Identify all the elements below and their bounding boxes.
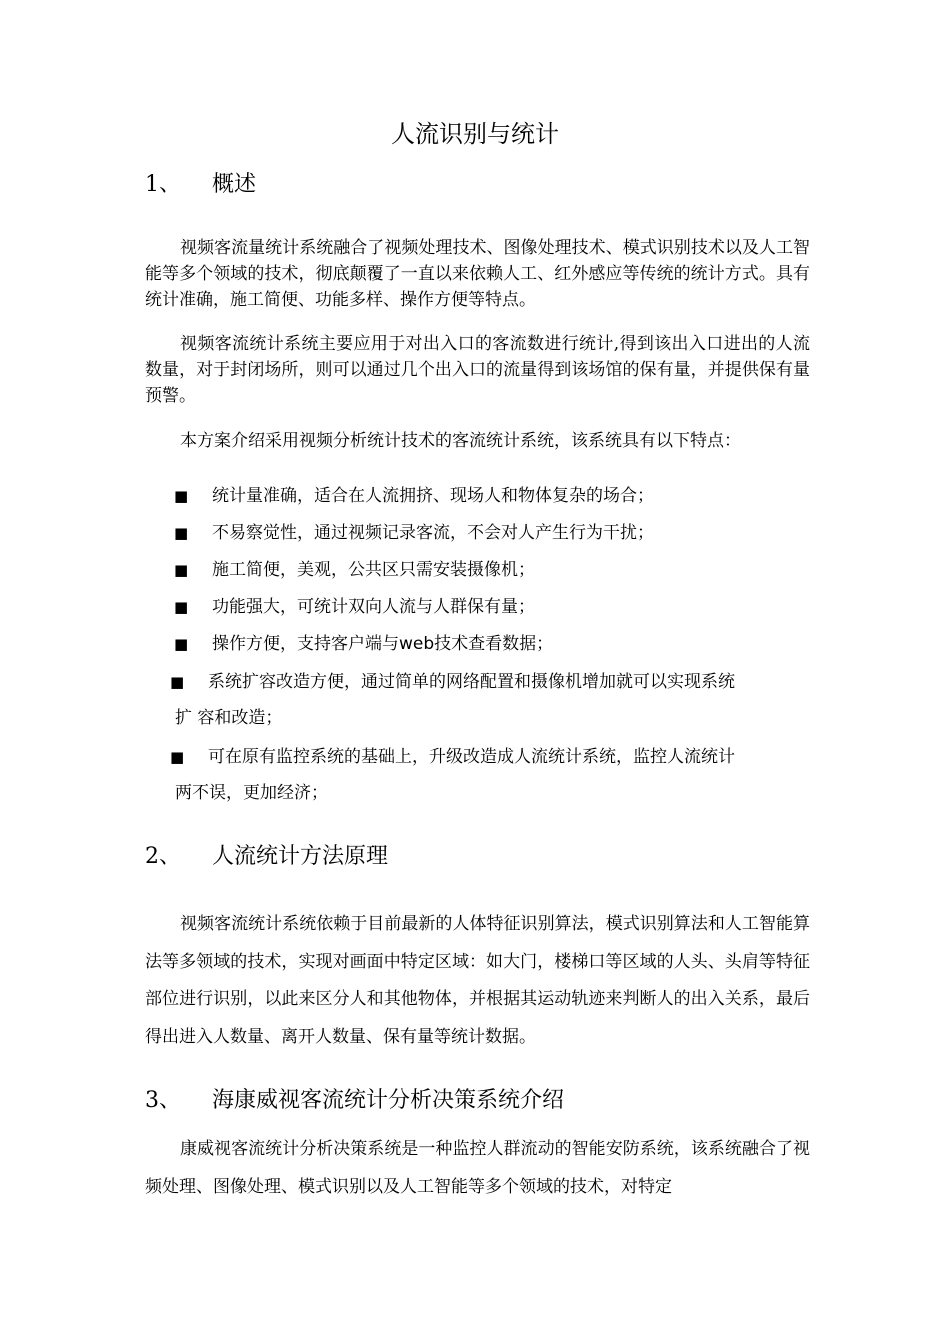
hikvision-paragraph: 康威视客流统计分析决策系统是一种监控人群流动的智能安防系统，该系统融合了视频处理、图像处理、模式识别以及人工智能等多个领域的技术，对特定 bbox=[145, 1139, 810, 1197]
square-bullet-icon: ■ bbox=[174, 487, 189, 505]
bullet-text: 操作方便，支持客户端与 bbox=[212, 634, 399, 654]
square-bullet-icon: ■ bbox=[170, 748, 185, 766]
bullet-text-continued: 两不误，更加经济； bbox=[175, 783, 328, 803]
section-number: 1、 bbox=[145, 172, 181, 197]
square-bullet-icon: ■ bbox=[174, 561, 189, 579]
section-heading-hikvision bbox=[145, 1086, 564, 1116]
bullet-text: 技术查看数据； bbox=[434, 634, 554, 654]
square-bullet-icon: ■ bbox=[174, 598, 189, 616]
overview-paragraph-2: 视频客流统计系统主要应用于对出入口的客流数进行统计,得到该出入口进出的人流数量，对于封闭场所，则可以通过几个出入口的流量得到该场馆的保有量，并提供保有量预警。 bbox=[145, 334, 810, 406]
bullet-text: 系统扩容改造方便，通过简单的网络配置和摄像机增加就可以实现系统 bbox=[208, 672, 735, 692]
section-number: 2、 bbox=[145, 844, 181, 869]
principle-paragraph: 视频客流统计系统依赖于目前最新的人体特征识别算法，模式识别算法和人工智能算法等多领域的技术，实现对画面中特定区域：如大门，楼梯口等区域的人头、头肩等特征部位进行识别，以此来区分人和其他物体，并根据其运动轨迹来判断人的出入关系，最后得出进入人数量、离开人数量、保有量等统计数据。 bbox=[145, 914, 810, 1048]
square-bullet-icon: ■ bbox=[174, 524, 189, 542]
section-title: 人流统计方法原理 bbox=[212, 844, 389, 869]
feature-bullet bbox=[174, 631, 553, 657]
overview-paragraph-3: 本方案介绍采用视频分析统计技术的客流统计系统，该系统具有以下特点： bbox=[180, 431, 741, 451]
feature-bullet bbox=[174, 483, 654, 509]
bullet-text: 不易察觉性，通过视频记录客流，不会对人产生行为干扰； bbox=[212, 523, 654, 543]
overview-paragraph-1: 视频客流量统计系统融合了视频处理技术、图像处理技术、模式识别技术以及人工智能等多个领域的技术，彻底颠覆了一直以来依赖人工、红外感应等传统的统计方式。具有统计准确，施工简便、功能多样、操作方便等特点。 bbox=[145, 238, 810, 310]
square-bullet-icon: ■ bbox=[174, 635, 189, 653]
feature-bullet bbox=[170, 739, 810, 811]
square-bullet-icon: ■ bbox=[170, 673, 185, 691]
bullet-text: 统计量准确，适合在人流拥挤、现场人和物体复杂的场合； bbox=[212, 486, 654, 506]
section-number: 3、 bbox=[145, 1088, 181, 1113]
bullet-text: 功能强大，可统计双向人流与人群保有量； bbox=[212, 597, 535, 617]
feature-bullet bbox=[174, 557, 535, 583]
document-title: 人流识别与统计 bbox=[391, 120, 559, 148]
bullet-text-web: web bbox=[399, 634, 435, 654]
feature-bullet bbox=[170, 664, 810, 736]
bullet-text-continued: 扩 容和改造； bbox=[175, 708, 283, 728]
feature-bullet bbox=[174, 594, 535, 620]
section-heading-principle bbox=[145, 842, 388, 872]
bullet-text: 可在原有监控系统的基础上，升级改造成人流统计系统，监控人流统计 bbox=[208, 747, 735, 767]
section-title: 概述 bbox=[212, 172, 257, 197]
bullet-text: 施工简便，美观，公共区只需安装摄像机； bbox=[212, 560, 535, 580]
section-heading-overview bbox=[145, 170, 256, 200]
feature-bullet bbox=[174, 520, 654, 546]
section-title: 海康威视客流统计分析决策系统介绍 bbox=[212, 1088, 565, 1113]
